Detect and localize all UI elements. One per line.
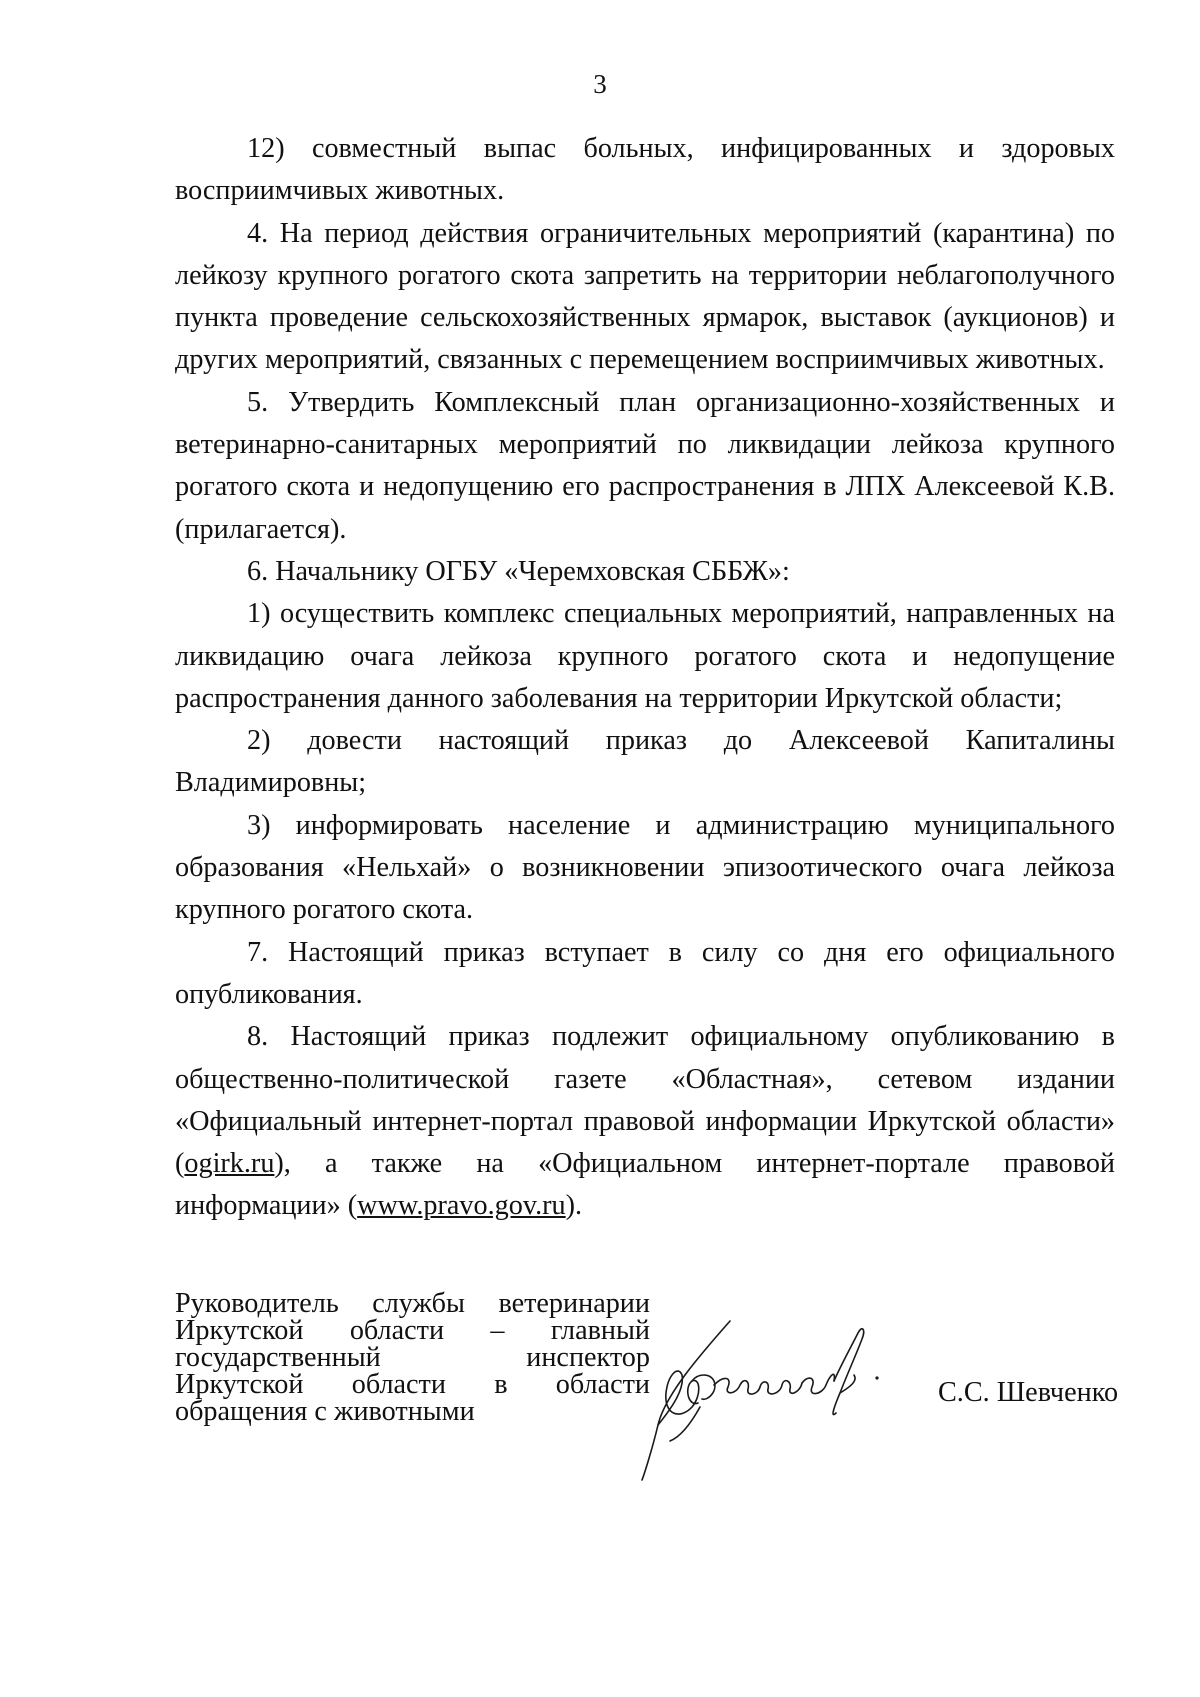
signer-title-word: Иркутской — [175, 1315, 304, 1346]
signer-title-word: – — [490, 1315, 505, 1346]
signer-title-word: области — [349, 1315, 445, 1346]
signer-title-line — [175, 1371, 650, 1398]
signer-title-line — [175, 1290, 650, 1317]
signer-title-line — [175, 1344, 650, 1371]
signer-title-word: главный — [550, 1315, 650, 1346]
paragraph-8-publication — [175, 1016, 1115, 1227]
paragraph-4-prohibition: 4. На период действия ограничительных мероприятий (карантина) по лейкозу крупного рогатого скота запретить на территории неблагополучного пункта проведение сельскохозяйственных ярмарок, выставок (аукционов) и других мероприятий, связанных с перемещением восприимчивых животных. — [175, 217, 1115, 376]
signer-title-word: Иркутской — [175, 1369, 304, 1400]
page-number: 3 — [593, 69, 607, 99]
signer-title-line — [175, 1317, 650, 1344]
signer-position-title — [175, 1290, 650, 1425]
paragraph-6-head-of-sbbzh: 6. Начальнику ОГБУ «Черемховская СББЖ»: — [247, 555, 790, 587]
paragraph-6-2-notify-owner: 2) довести настоящий приказ до Алексеевой Капиталины Владимировны; — [175, 725, 1115, 799]
signer-title-word: области — [351, 1369, 446, 1400]
paragraph-6-3-inform-population: 3) информировать население и администрацию муниципального образования «Нельхай» о возникновении эпизоотического очага лейкоза крупного рогатого скота. — [175, 809, 1115, 926]
publication-text-end: ). — [565, 1190, 583, 1222]
paragraph-12-joint-grazing: 12) совместный выпас больных, инфицированных и здоровых восприимчивых животных. — [175, 133, 1115, 207]
signer-title-word: Руководитель — [175, 1288, 339, 1319]
signer-title-word: ветеринарии — [498, 1288, 650, 1319]
paragraph-7-entry-into-force: 7. Настоящий приказ вступает в силу со дня его официального опубликования. — [175, 936, 1115, 1010]
ogirk-link[interactable]: ogirk.ru — [184, 1148, 275, 1180]
paragraph-5-approve-plan: 5. Утвердить Комплексный план организационно-хозяйственных и ветеринарно-санитарных мероприятий по ликвидации лейкоза крупного рогатого скота и недопущению его распространения в ЛПХ Алексеевой К.В. (прилагается). — [175, 386, 1115, 545]
pravo-gov-link[interactable]: www.pravo.gov.ru — [357, 1190, 566, 1222]
signer-title-word: области — [555, 1369, 650, 1400]
signer-title-word: службы — [372, 1288, 465, 1319]
paragraph-6-1-special-measures: 1) осуществить комплекс специальных мероприятий, направленных на ликвидацию очага лейкоза крупного рогатого скота и недопущение распространения данного заболевания на территории Иркутской области; — [175, 598, 1115, 714]
signer-title-word: инспектор — [526, 1342, 650, 1373]
publication-text-start: 8. Настоящий приказ подлежит официальному опубликованию в общественно-политической газете «Областная», сетевом издании «Официальный интернет-портал правовой информации Иркутской области» ( — [175, 1021, 1115, 1180]
publication-text-middle: ), а также на «Официальном интернет-портале правовой информации» ( — [175, 1148, 1115, 1222]
signer-title-word: в — [494, 1369, 508, 1400]
signer-title-line — [175, 1398, 650, 1425]
signer-name: С.С. Шевченко — [938, 1377, 1119, 1408]
signer-title-word: обращения с животными — [175, 1396, 475, 1427]
document-body — [175, 128, 1115, 1228]
signer-title-word: государственный — [175, 1342, 381, 1373]
handwritten-signature — [640, 1315, 930, 1485]
